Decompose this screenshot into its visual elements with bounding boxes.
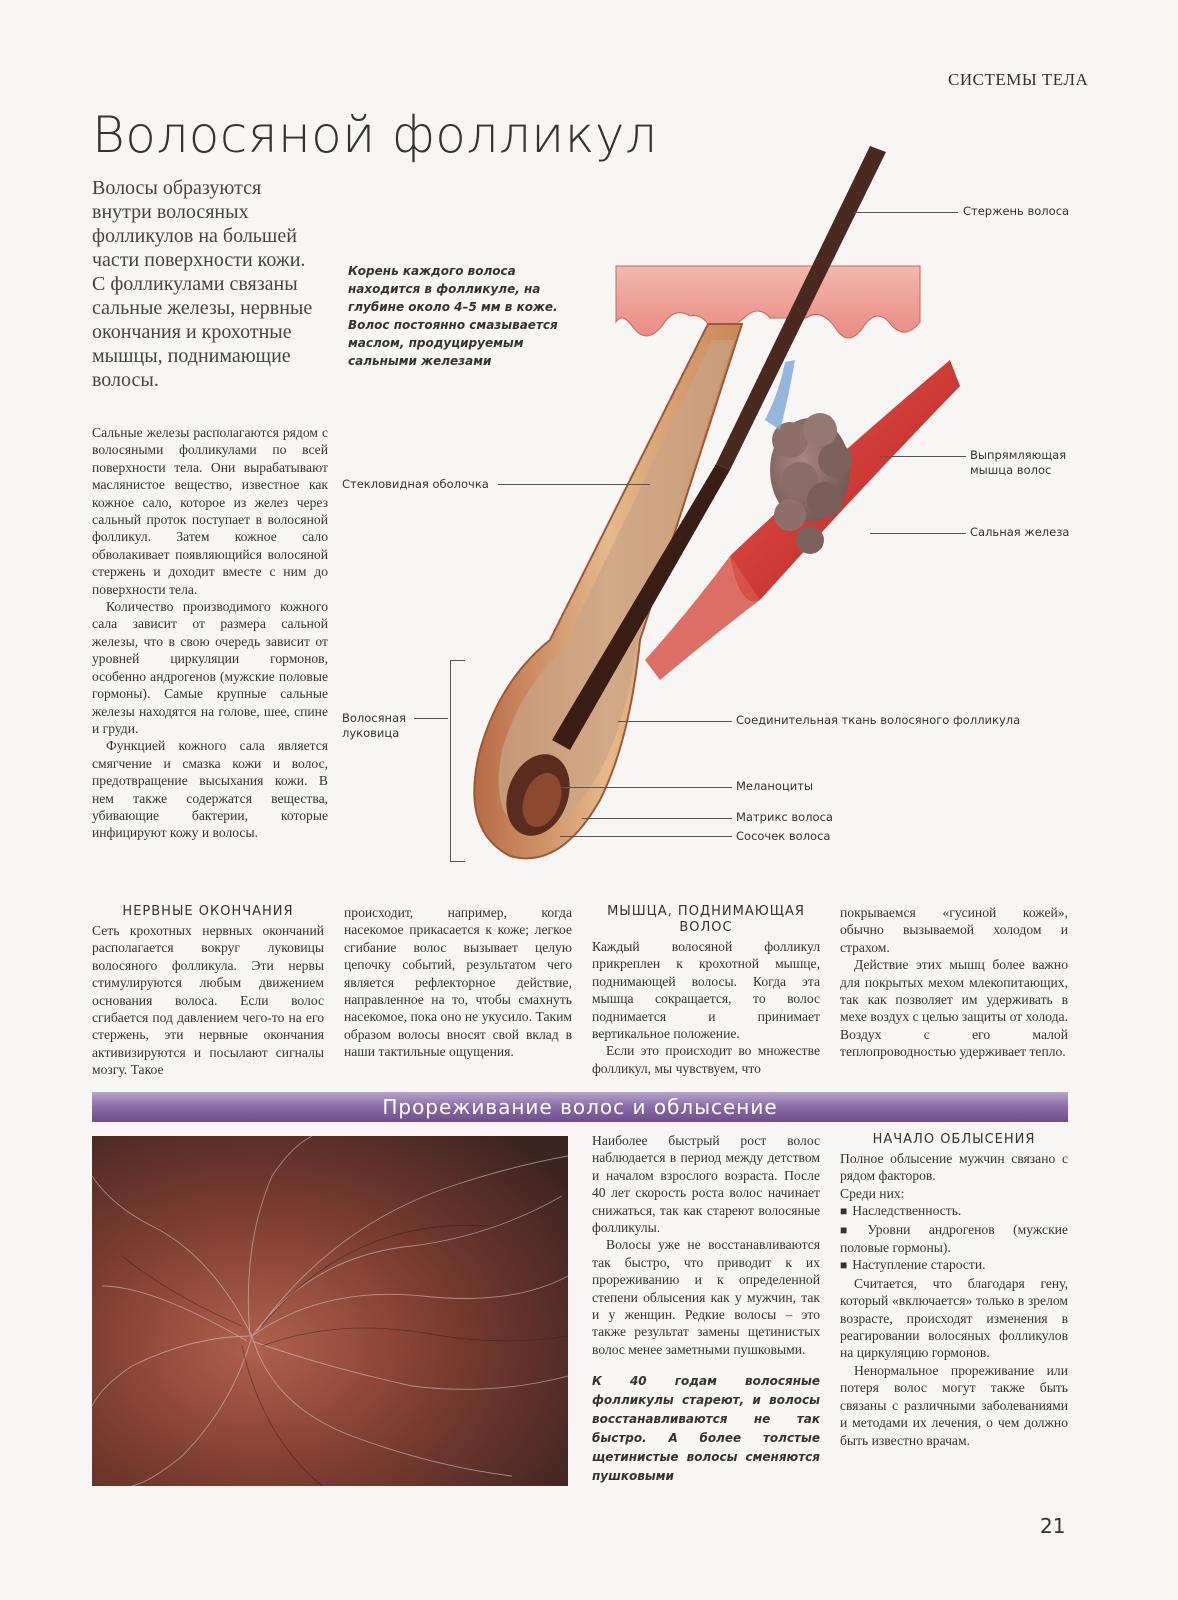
body-paragraph: Количество производимого кожного сала зависит от размера сальной железы, что в свою очередь зависит от уровней циркуляции гормонов, особенно андрогенов (мужские половые гормоны). Самые крупные сальные железы находятся на голове, шее, спине и груди. — [92, 599, 328, 736]
hair-follicle-illustration — [440, 140, 960, 880]
muscle-column-cont — [840, 904, 1068, 1061]
bullet-item: ■ Наследственность. — [840, 1202, 1068, 1220]
body-paragraph: Наиболее быстрый рост волос наблюдается в период между детством и началом взрослого возраста. После 40 лет скорость роста волос начинает снижаться, так как стареют волосяные фолликулы. — [592, 1133, 820, 1236]
diagram-caption: Корень каждого волоса находится в фолликуле, на глубине около 4–5 мм в коже. Волос постоянно смазывается маслом, продуцируемым сальными железами — [348, 264, 558, 368]
leader-line — [498, 484, 650, 485]
baldness-column — [840, 1132, 1068, 1449]
photo-caption: К 40 годам волосяные фолликулы стареют, и волосы восстанавливаются не так быстро. А более толстые щетинистые волосы сменяются пушковыми — [592, 1374, 820, 1484]
body-paragraph: Считается, что благодаря гену, который «включается» только в зрелом возрасте, происходят изменения в реагировании волосяных фолликулов на циркуляцию гормонов. — [840, 1275, 1068, 1361]
baldness-heading: НАЧАЛО ОБЛЫСЕНИЯ — [872, 1132, 1036, 1147]
lead-paragraph: Волосы образуются внутри волосяных фолликулов на большей части поверхности кожи. С фолликулами связаны сальные железы, нервные окончания и крохотные мышцы, поднимающие волосы. — [92, 177, 313, 391]
page-title: Волосяной фолликул — [92, 106, 658, 164]
body-paragraph: Полное облысение мужчин связано с рядом факторов. — [840, 1151, 1068, 1184]
leader-line — [560, 836, 732, 837]
body-paragraph: происходит, например, когда насекомое прикасается к коже; легкое сгибание волос вызывает целую цепочку событий, результатом чего является рефлекторное действие, направленное на то, чтобы смахнуть насекомое, пока оно не укусило. Таким образом волосы вносят свой вклад в наши тактильные ощущения. — [344, 905, 572, 1060]
nerves-column-cont — [344, 904, 572, 1061]
leader-line — [854, 212, 958, 213]
label-hair-shaft: Стержень волоса — [963, 204, 1070, 218]
bullet-item: ■ Уровни андрогенов (мужские половые гормоны). — [840, 1221, 1068, 1257]
body-paragraph: Волосы уже не восстанавливаются так быстро, что приводит к их прореживанию и к определенной степени облысения как у мужчин, так и у женщин. Редкие волосы – это также результат замены щетинистых волос менее заметными пушковыми. — [592, 1237, 820, 1357]
label-dermal-papilla: Сосочек волоса — [736, 829, 831, 843]
body-paragraph: Среди них: — [840, 1185, 905, 1201]
label-sebaceous-gland: Сальная железа — [970, 525, 1070, 539]
section-tag: СИСТЕМЫ ТЕЛА — [948, 70, 1089, 89]
bullet-item: ■ Наступление старости. — [840, 1256, 1068, 1274]
muscle-heading: МЫШЦА, ПОДНИМАЮЩАЯ ВОЛОС — [607, 904, 805, 935]
nerves-column — [92, 904, 324, 1079]
leader-line — [560, 787, 732, 788]
body-paragraph: Каждый волосяной фолликул прикреплен к крохотной мышце, поднимающей волосы. Когда эта мышца сокращается, то волос поднимается и принимает вертикальное положение. — [592, 939, 820, 1042]
page-number: 21 — [1040, 1514, 1066, 1538]
leader-line — [582, 818, 732, 819]
label-connective-tissue: Соединительная ткань волосяного фолликула — [736, 713, 1021, 727]
bulb-bracket — [450, 660, 465, 862]
leader-line — [870, 533, 966, 534]
body-paragraph: покрываемся «гусиной кожей», обычно вызываемой холодом и страхом. — [840, 905, 1068, 955]
body-paragraph: Функцией кожного сала является смягчение и смазка кожи и волос, предотвращение высыхания кожи. В нем также содержатся вещества, убивающие бактерии, которые инфицируют кожу и волосы. — [92, 738, 328, 841]
body-paragraph: Сальные железы располагаются рядом с волосяными фолликулами по всей поверхности тела. Они вырабатывают маслянистое вещество, известное как кожное сало, которое из желез через сальный проток поступает в волосяной фолликул. Затем кожное сало обволакивает появляющийся волосяной стержень и доходит вместе с ним до поверхности тела. — [92, 425, 328, 597]
label-arrector-muscle: Выпрямляющая мышца волос — [970, 448, 1067, 477]
label-glassy-membrane: Стекловидная оболочка — [342, 477, 489, 491]
body-paragraph: Сеть крохотных нервных окончаний располагается вокруг луковицы волосяного фолликула. Эти нервы стимулируются любым движением основания волоса. Если волос сгибается под давлением чего-то на его стержень, эти нервные окончания активизируются и посылают сигналы мозгу. Такое — [92, 923, 324, 1078]
leader-line — [414, 718, 448, 719]
thinning-column — [592, 1132, 820, 1486]
section-band — [92, 1092, 1068, 1122]
label-hair-bulb: Волосяная луковица — [342, 711, 407, 740]
section-band-title: Прореживание волос и облысение — [382, 1095, 778, 1119]
label-hair-matrix: Матрикс волоса — [736, 810, 833, 824]
nerves-heading: НЕРВНЫЕ ОКОНЧАНИЯ — [122, 904, 294, 919]
body-paragraph: Ненормальное прореживание или потеря волос могут также быть связаны с различными заболеваниями и методами их лечения, о чем должно быть известно врачам. — [840, 1362, 1068, 1448]
intro-body — [92, 424, 328, 842]
body-paragraph: Если это происходит во множестве фолликул, мы чувствуем, что — [592, 1043, 820, 1076]
label-melanocytes: Меланоциты — [736, 779, 814, 793]
body-paragraph: Действие этих мышц более важно для покрытых мехом млекопитающих, так как позволяет им удерживать в мехе воздух с целью защиты от холода. Воздух с его малой теплопроводностью удерживает тепло. — [840, 957, 1068, 1060]
leader-line — [618, 721, 732, 722]
scalp-photo — [92, 1136, 568, 1486]
leader-line — [880, 456, 966, 457]
muscle-column — [592, 904, 820, 1077]
